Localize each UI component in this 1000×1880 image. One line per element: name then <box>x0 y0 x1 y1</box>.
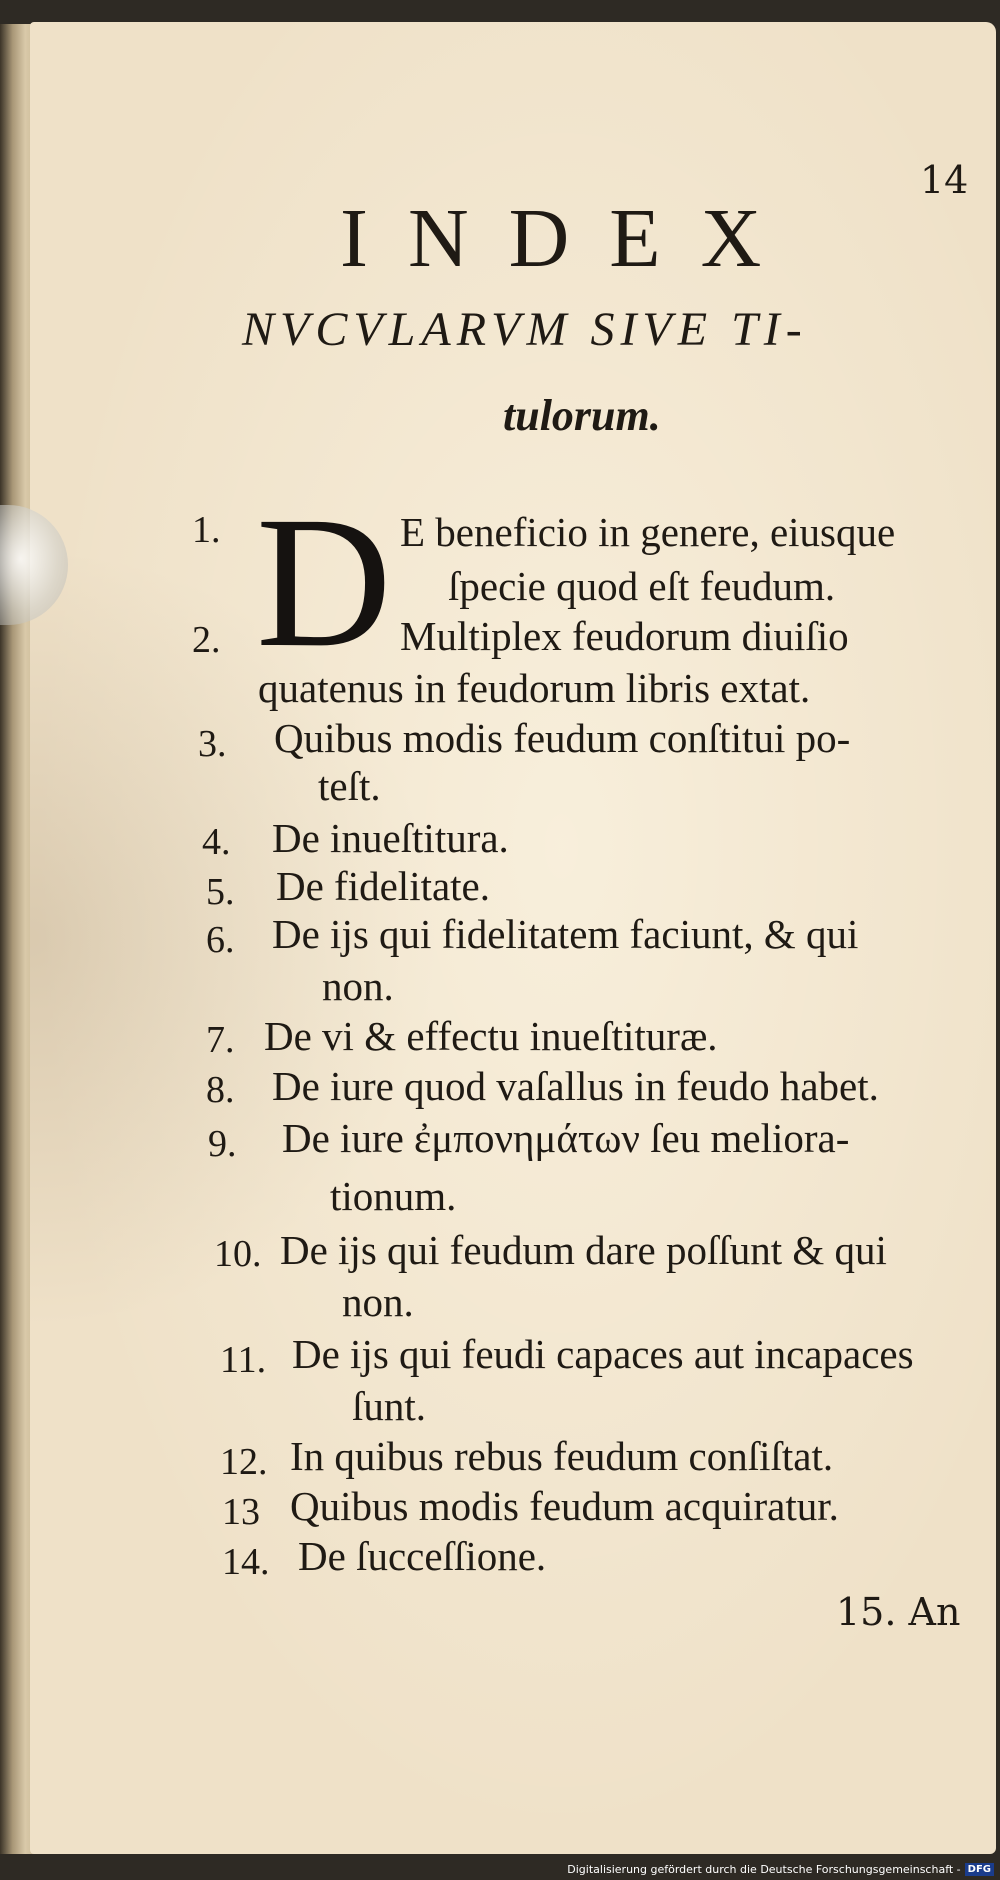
entry-number: 12. <box>220 1441 268 1483</box>
entry-number: 3. <box>198 723 227 765</box>
index-subtitle: NVCVLARVM SIVE TI- <box>242 303 808 356</box>
entry-line: quatenus in feudorum libris extat. <box>258 665 811 711</box>
entry-number: 10. <box>214 1233 262 1275</box>
entry-line: De ijs qui fidelitatem faciunt, & qui <box>272 911 859 957</box>
entry-number: 5. <box>206 871 235 913</box>
page-number: 14 <box>920 158 969 202</box>
entry-line: De ijs qui feudum dare poſſunt & qui <box>280 1227 887 1273</box>
catchword: 15. An <box>836 1590 961 1634</box>
entry-number: 11. <box>220 1339 267 1381</box>
entry-line: teſt. <box>318 763 381 809</box>
entry-line: De inueſtitura. <box>272 815 509 861</box>
entry-line: De fidelitate. <box>276 863 491 909</box>
entry-line: tionum. <box>330 1173 457 1219</box>
entry-number: 4. <box>202 821 231 863</box>
entry-line: non. <box>342 1279 414 1325</box>
dfg-logo-icon: DFG <box>965 1863 994 1876</box>
entry-number: 1. <box>192 509 221 551</box>
entry-line: Multiplex feudorum diuiſio <box>400 613 849 659</box>
entry-number: 9. <box>208 1123 237 1165</box>
entry-number: 13 <box>222 1491 260 1533</box>
entry-line: Quibus modis feudum conſtitui po- <box>274 715 851 761</box>
index-subtitle-continuation: tulorum. <box>503 391 661 440</box>
credit-text: Digitalisierung gefördert durch die Deutsche Forschungsgemeinschaft - <box>567 1863 961 1876</box>
entry-line: De iure ἐμπονημάτων ſeu meliora- <box>282 1115 850 1161</box>
entry-line: ſunt. <box>352 1383 427 1429</box>
entry-line: E beneficio in genere, eiusque <box>400 509 896 555</box>
entry-number: 6. <box>206 919 235 961</box>
entry-line: De ijs qui feudi capaces aut incapaces <box>292 1331 914 1377</box>
entry-line: ſpecie quod eſt feudum. <box>448 563 836 609</box>
entry-line: Quibus modis feudum acquiratur. <box>290 1483 839 1529</box>
entry-line: non. <box>322 963 394 1009</box>
entry-number: 14. <box>222 1541 270 1583</box>
entry-line: De ſucceſſione. <box>298 1533 547 1579</box>
entry-number: 8. <box>206 1069 235 1111</box>
index-title: INDEX <box>340 192 802 285</box>
drop-capital: D <box>256 477 392 686</box>
digitization-credit <box>567 1863 994 1876</box>
entry-number: 7. <box>206 1019 235 1061</box>
entry-number: 2. <box>192 619 221 661</box>
entry-line: De iure quod vaſallus in feudo habet. <box>272 1063 879 1109</box>
entry-line: De vi & effectu inueſtituræ. <box>264 1013 718 1059</box>
entry-line: In quibus rebus feudum conſiſtat. <box>290 1433 834 1479</box>
